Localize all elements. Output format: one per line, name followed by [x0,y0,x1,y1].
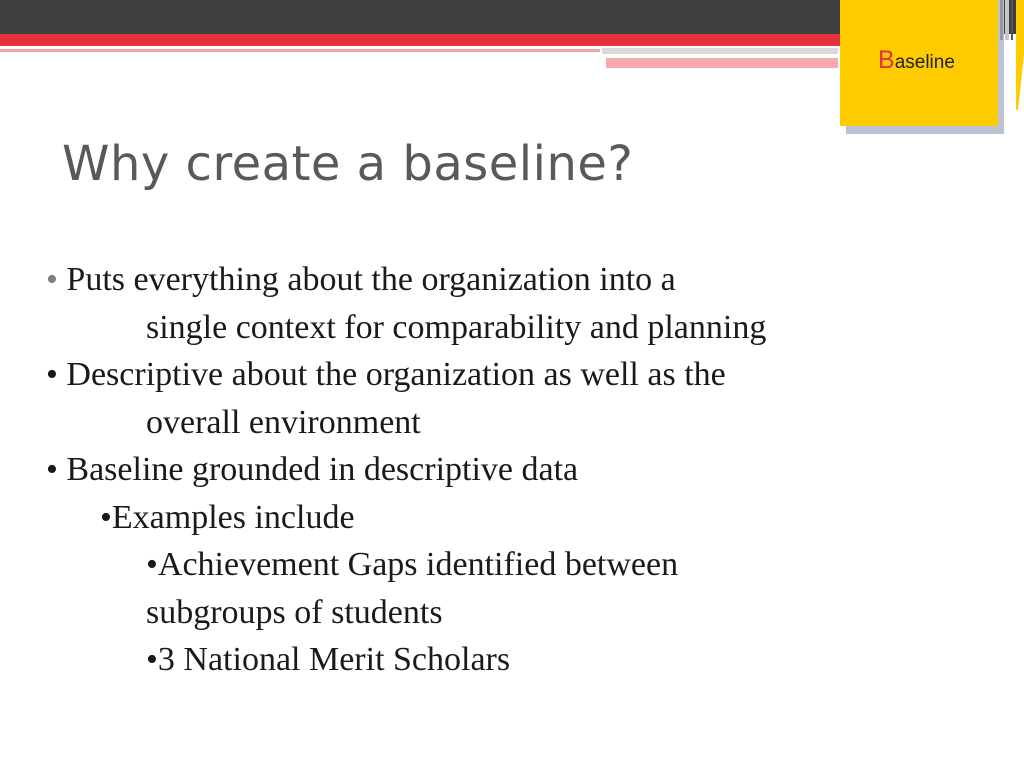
header-pink-accent [606,58,838,68]
bullet-text: Examples include [111,498,355,536]
bullet-mark: • [46,451,58,488]
bullet-mark: • [146,641,158,678]
bullet-text: single context for comparability and planning [146,308,767,346]
bullet-text: 3 National Merit Scholars [157,641,511,678]
bullet-mark: • [46,261,58,298]
sub-sub-bullet-item [46,541,1006,589]
bullet-text: Baseline grounded in descriptive data [66,451,579,488]
header-red-band [0,34,840,46]
bullet-item [46,256,1006,304]
bullet-list [46,256,1006,684]
bullet-text: Puts everything about the organization into a [66,261,676,298]
bullet-text: subgroups of students [146,593,443,631]
slide-title: Why create a baseline? [62,136,634,192]
bullet-continuation [46,304,1006,352]
bullet-continuation [46,589,1006,637]
bullet-text: Descriptive about the organization as well as the [66,356,726,393]
bullet-item [46,351,1006,399]
header-gray-accent [602,48,838,54]
bullet-mark: • [146,546,158,583]
corner-tab-initial: B [878,46,895,74]
bullet-mark: • [46,356,58,393]
corner-tab [840,0,998,126]
bullet-text: overall environment [146,403,421,441]
corner-tab-label [878,48,998,73]
corner-tab-rest: aseline [894,52,955,73]
bullet-continuation [46,399,1006,447]
corner-decoration [1000,0,1024,110]
bullet-text: Achievement Gaps identified between [157,546,679,583]
sub-bullet-item [46,494,1006,542]
bullet-mark: • [100,498,112,536]
header-pink-stripe [0,49,600,52]
bullet-item [46,446,1006,494]
sub-sub-bullet-item [46,636,1006,684]
